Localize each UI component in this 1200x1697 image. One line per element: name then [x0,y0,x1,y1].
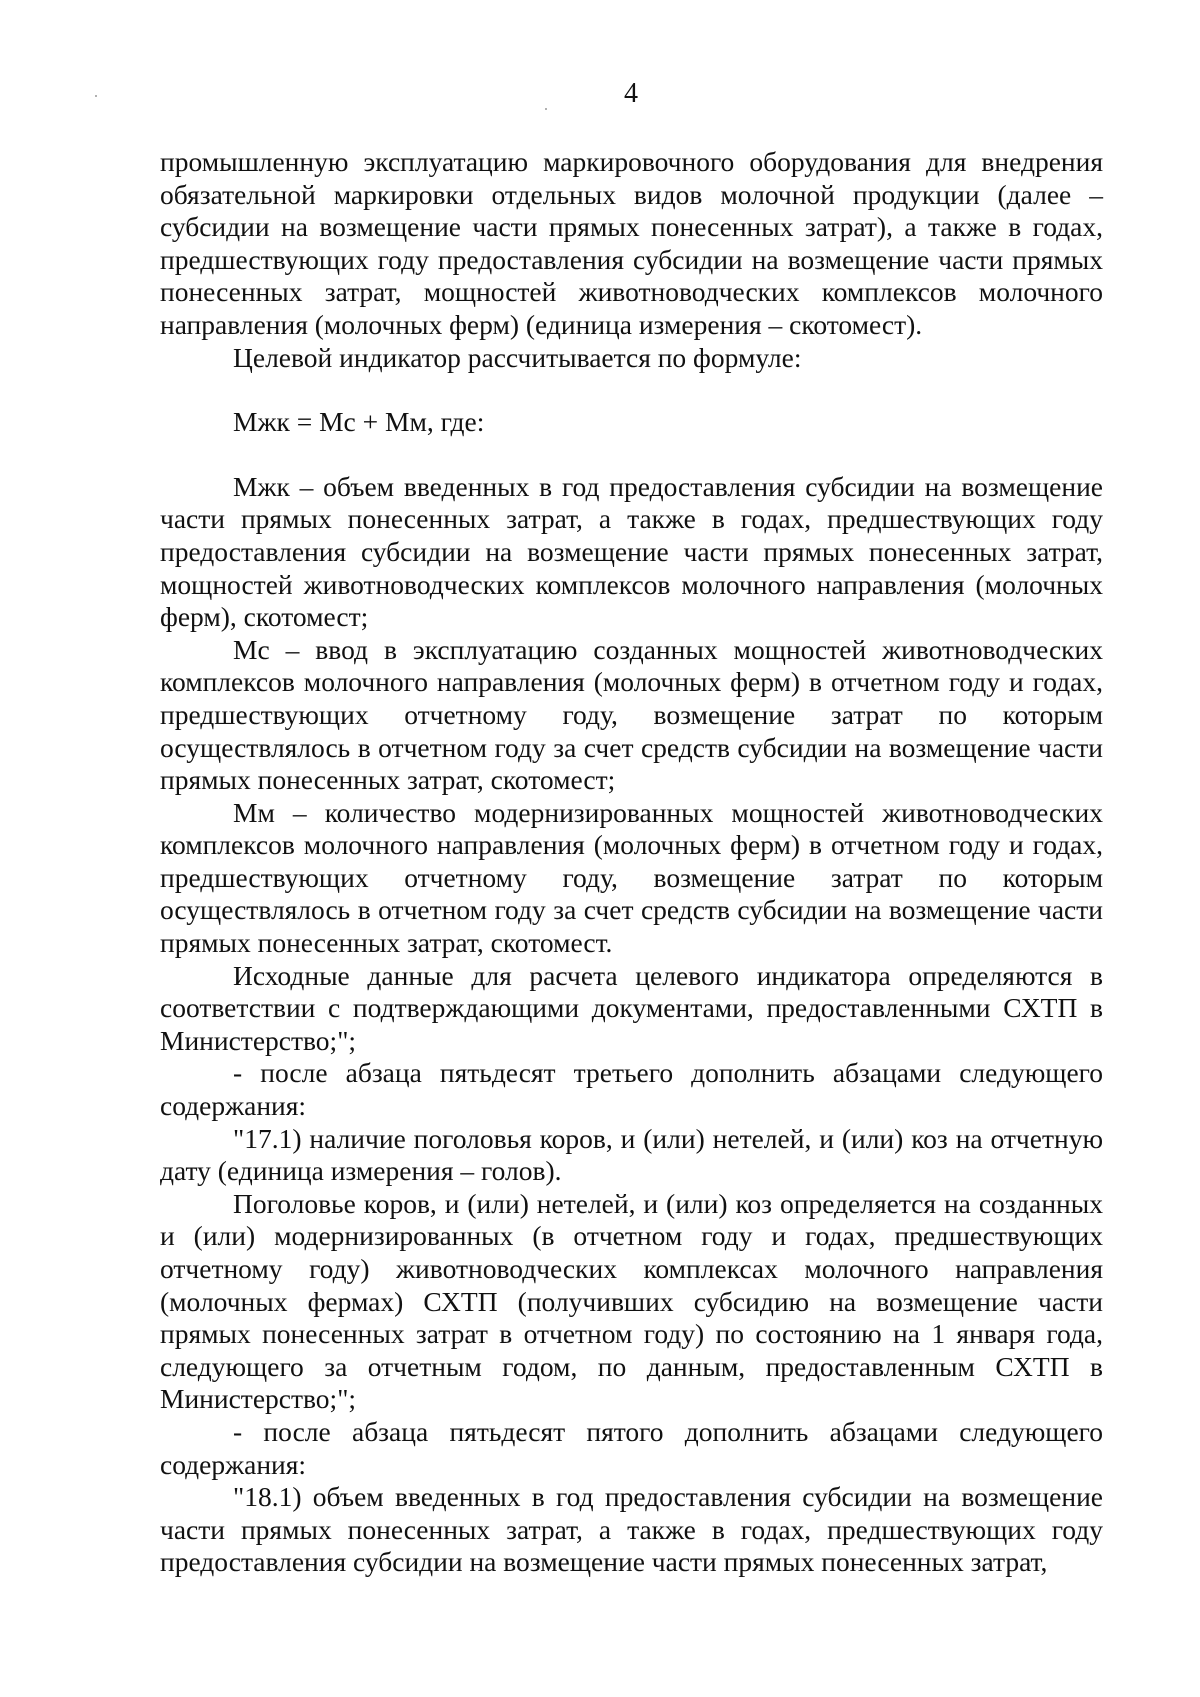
paragraph-item-17-1: "17.1) наличие поголовья коров, и (или) нетелей, и (или) коз на отчетную дату (единица измерения – голов). [160,1122,1103,1187]
document-body [160,146,1103,1579]
paragraph-source-data: Исходные данные для расчета целевого индикатора определяются в соответствии с подтверждающими документами, предоставленными СХТП в Министерство;"; [160,959,1103,1056]
paragraph-item-18-1: "18.1) объем введенных в год предоставления субсидии на возмещение части прямых понесенных затрат, а также в годах, предшествующих году предоставления субсидии на возмещение части прямых понесенных затрат, [160,1481,1103,1578]
paragraph-amendment-55: - после абзаца пятьдесят пятого дополнить абзацами следующего содержания: [160,1415,1103,1480]
paragraph-livestock-definition: Поголовье коров, и (или) нетелей, и (или) коз определяется на созданных и (или) модернизированных (в отчетном году и годах, предшествующих отчетному году) животноводческих комплексах молочного направления (молочных фермах) СХТП (получивших субсидию на возмещение части прямых понесенных затрат в отчетном году) по состоянию на 1 января года, следующего за отчетным годом, по данным, предоставленным СХТП в Министерство;"; [160,1187,1103,1415]
paragraph-formula-intro: Целевой индикатор рассчитывается по формуле: [233,341,802,373]
paragraph-mzhk-definition: Мжк – объем введенных в год предоставления субсидии на возмещение части прямых понесенных затрат, а также в годах, предшествующих году предоставления субсидии на возмещение части прямых понесенных затрат, мощностей животноводческих комплексов молочного направления (молочных ферм), скотомест; [160,470,1103,633]
scan-speck [95,95,97,97]
paragraph-amendment-53: - после абзаца пятьдесят третьего дополнить абзацами следующего содержания: [160,1057,1103,1122]
paragraph-continuation: промышленную эксплуатацию маркировочного оборудования для внедрения обязательной маркировки отдельных видов молочной продукции (далее – субсидии на возмещение части прямых понесенных затрат), а также в годах, предшествующих году предоставления субсидии на возмещение части прямых понесенных затрат, мощностей животноводческих комплексов молочного направления (молочных ферм) (единица измерения – скотомест). [160,146,1103,340]
formula: Мжк = Мс + Мм, где: [233,406,485,438]
paragraph-mc-definition: Мс – ввод в эксплуатацию созданных мощностей животноводческих комплексов молочного направления (молочных ферм) в отчетном году и годах, предшествующих отчетному году, возмещение затрат по которым осуществлялось в отчетном году за счет средств субсидии на возмещение части прямых понесенных затрат, скотомест; [160,633,1103,796]
scan-speck [545,108,547,110]
paragraph-mm-definition: Мм – количество модернизированных мощностей животноводческих комплексов молочного направления (молочных ферм) в отчетном году и годах, предшествующих отчетному году, возмещение затрат по которым осуществлялось в отчетном году за счет средств субсидии на возмещение части прямых понесенных затрат, скотомест. [160,796,1103,959]
page-number: 4 [624,78,638,109]
